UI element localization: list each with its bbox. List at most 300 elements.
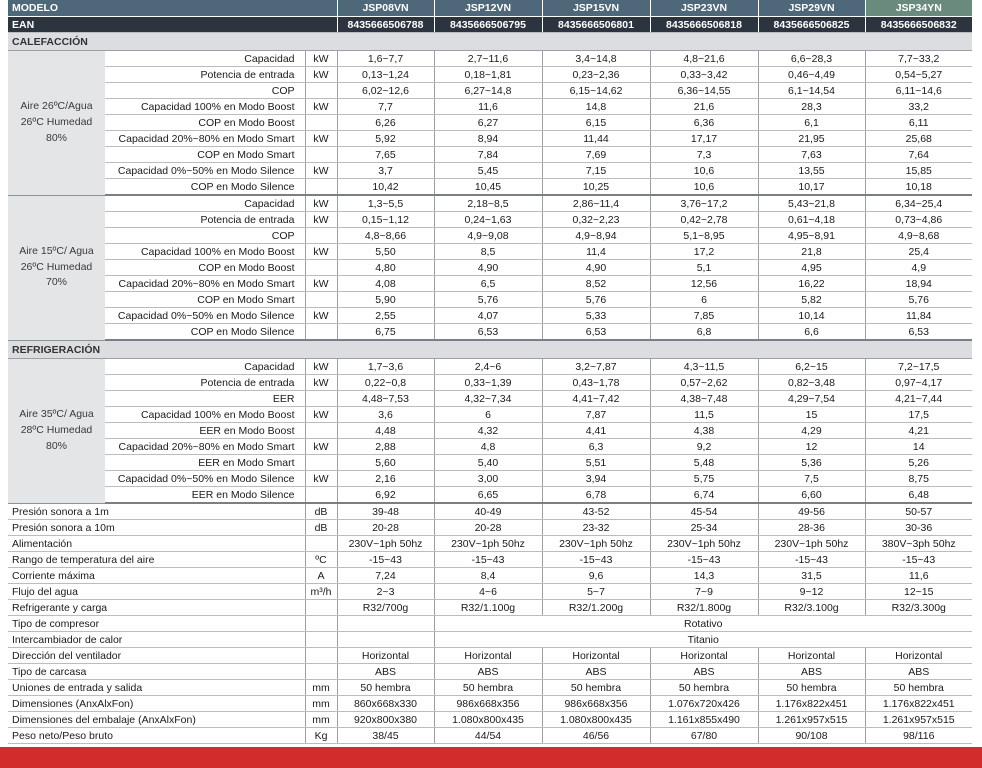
cell-value: 12: [758, 439, 865, 455]
row-unit: ºC: [305, 552, 337, 568]
cell-value: 15,85: [865, 163, 972, 179]
cell-value: 4,32: [434, 423, 542, 439]
cell-value: 4,9~8,68: [865, 228, 972, 244]
model-name: JSP29VN: [758, 0, 865, 17]
cell-value: 6,8: [650, 324, 758, 341]
cell-value: 6,36: [650, 115, 758, 131]
cell-value: 21,8: [758, 244, 865, 260]
row-label: Potencia de entrada: [105, 375, 305, 391]
row-unit: [305, 115, 337, 131]
row-unit: kW: [305, 131, 337, 147]
cell-value: 7,64: [865, 147, 972, 163]
cell-value: 7~9: [650, 584, 758, 600]
cell-value: Horizontal: [337, 648, 434, 664]
cell-value: 5~7: [542, 584, 650, 600]
row-label: Capacidad 100% en Modo Boost: [105, 244, 305, 260]
cell-value: 230V~1ph 50hz: [650, 536, 758, 552]
cell-value: 33,2: [865, 99, 972, 115]
cell-value: 14,8: [542, 99, 650, 115]
cell-value: 4,8: [434, 439, 542, 455]
cell-value: 20-28: [434, 520, 542, 536]
cell-value: 17,2: [650, 244, 758, 260]
cell-value: 5,76: [434, 292, 542, 308]
cell-value: 20-28: [337, 520, 434, 536]
cell-value: 6,11~14,6: [865, 83, 972, 99]
cell-value: 230V~1ph 50hz: [337, 536, 434, 552]
cell-value: 3,2~7,87: [542, 359, 650, 375]
cell-empty: [337, 632, 434, 648]
cell-value: 14,3: [650, 568, 758, 584]
cell-value: 2,88: [337, 439, 434, 455]
cell-value: 2~3: [337, 584, 434, 600]
section-cooling: [8, 340, 972, 359]
header-row: [8, 0, 972, 17]
model-name: JSP12VN: [434, 0, 542, 17]
cell-value: 11,44: [542, 131, 650, 147]
table-row: [8, 632, 972, 648]
cell-value: 0,42~2,78: [650, 212, 758, 228]
row-unit: kW: [305, 375, 337, 391]
cell-value: 1.076x720x426: [650, 696, 758, 712]
cell-value: R32/3.300g: [865, 600, 972, 616]
cell-value: 6,02~12,6: [337, 83, 434, 99]
cell-value: 0,54~5,27: [865, 67, 972, 83]
cell-value: 5,76: [542, 292, 650, 308]
row-label: Potencia de entrada: [105, 212, 305, 228]
row-label: COP en Modo Silence: [105, 324, 305, 341]
row-label: Capacidad: [105, 51, 305, 67]
header-title: MODELO: [8, 0, 337, 17]
spec-table: [8, 0, 972, 744]
row-label: COP: [105, 83, 305, 99]
cell-value: 7,15: [542, 163, 650, 179]
cell-value: 0,46~4,49: [758, 67, 865, 83]
row-unit: [305, 391, 337, 407]
cell-value: -15~43: [865, 552, 972, 568]
cell-value: 6,92: [337, 487, 434, 504]
row-unit: kW: [305, 276, 337, 292]
cell-value: 50 hembra: [865, 680, 972, 696]
table-row: [8, 552, 972, 568]
cell-value: 6,3: [542, 439, 650, 455]
row-label: Capacidad 100% en Modo Boost: [105, 407, 305, 423]
row-label: Alimentación: [8, 536, 305, 552]
table-row: [8, 696, 972, 712]
row-label: Presión sonora a 1m: [8, 503, 305, 520]
cell-value: 1.080x800x435: [542, 712, 650, 728]
row-label: Dimensiones (AnxAlxFon): [8, 696, 305, 712]
model-name: JSP34YN: [865, 0, 972, 17]
row-label: COP en Modo Boost: [105, 115, 305, 131]
row-label: Dirección del ventilador: [8, 648, 305, 664]
row-label: Capacidad 0%~50% en Modo Silence: [105, 308, 305, 324]
cell-value: -15~43: [542, 552, 650, 568]
cell-value: R32/1.100g: [434, 600, 542, 616]
row-unit: mm: [305, 696, 337, 712]
table-row: [8, 51, 972, 67]
test-condition: Aire 26ºC/Agua 26ºC Humedad 80%: [8, 51, 105, 196]
test-condition: Aire 35ºC/ Agua 28ºC Humedad 80%: [8, 359, 105, 504]
cell-value: 4,90: [542, 260, 650, 276]
cell-value: 986x668x356: [542, 696, 650, 712]
cell-value: 30-36: [865, 520, 972, 536]
cell-value: 0,23~2,36: [542, 67, 650, 83]
section-title: REFRIGERACIÓN: [8, 340, 972, 359]
cell-value: 23-32: [542, 520, 650, 536]
table-row: [8, 244, 972, 260]
cell-value: 6,1~14,54: [758, 83, 865, 99]
cell-value: 7,2~17,5: [865, 359, 972, 375]
cell-value: 38/45: [337, 728, 434, 744]
table-row: [8, 664, 972, 680]
cell-value: 8,75: [865, 471, 972, 487]
cell-value: 1.176x822x451: [758, 696, 865, 712]
cell-value: 2,55: [337, 308, 434, 324]
cell-value: -15~43: [758, 552, 865, 568]
cell-value: 90/108: [758, 728, 865, 744]
row-label: EER en Modo Boost: [105, 423, 305, 439]
cell-value: 1.161x855x490: [650, 712, 758, 728]
row-label: Dimensiones del embalaje (AnxAlxFon): [8, 712, 305, 728]
row-label: Capacidad: [105, 359, 305, 375]
cell-value: 1.080x800x435: [434, 712, 542, 728]
table-row: [8, 520, 972, 536]
cell-value: ABS: [434, 664, 542, 680]
row-unit: [305, 260, 337, 276]
row-label: Corriente máxima: [8, 568, 305, 584]
row-unit: kW: [305, 99, 337, 115]
cell-value: 4,9~9,08: [434, 228, 542, 244]
table-row: [8, 568, 972, 584]
cell-value: 15: [758, 407, 865, 423]
cell-value: Horizontal: [758, 648, 865, 664]
row-label: Capacidad 20%~80% en Modo Smart: [105, 131, 305, 147]
row-unit: [305, 423, 337, 439]
cell-value: 6: [434, 407, 542, 423]
cell-value: 4,80: [337, 260, 434, 276]
cell-value: 4,07: [434, 308, 542, 324]
cell-value: 5,51: [542, 455, 650, 471]
ean-value: 8435666506818: [650, 17, 758, 33]
cell-value: 6,53: [434, 324, 542, 341]
table-row: [8, 67, 972, 83]
row-label: Peso neto/Peso bruto: [8, 728, 305, 744]
cell-value: 98/116: [865, 728, 972, 744]
cell-value: 0,24~1,63: [434, 212, 542, 228]
cell-value: 0,18~1,81: [434, 67, 542, 83]
row-unit: kW: [305, 439, 337, 455]
model-name: JSP15VN: [542, 0, 650, 17]
cell-value: 50 hembra: [542, 680, 650, 696]
cell-value: 7,63: [758, 147, 865, 163]
cell-value: 5,45: [434, 163, 542, 179]
ean-value: 8435666506832: [865, 17, 972, 33]
row-label: COP: [105, 228, 305, 244]
cell-value: 12~15: [865, 584, 972, 600]
cell-value: 50 hembra: [434, 680, 542, 696]
cell-value-merged: Titanio: [434, 632, 972, 648]
row-label: Potencia de entrada: [105, 67, 305, 83]
cell-value: R32/1.200g: [542, 600, 650, 616]
cell-value: 3,00: [434, 471, 542, 487]
cell-value: 9~12: [758, 584, 865, 600]
row-unit: dB: [305, 520, 337, 536]
table-row: [8, 600, 972, 616]
cell-value: 6,15: [542, 115, 650, 131]
cell-value: 4,8~21,6: [650, 51, 758, 67]
cell-value: 0,32~2,23: [542, 212, 650, 228]
cell-value: 4,29~7,54: [758, 391, 865, 407]
cell-value: 6,78: [542, 487, 650, 504]
cell-value: 986x668x356: [434, 696, 542, 712]
cell-value: 1,3~5,5: [337, 195, 434, 212]
cell-value: 11,5: [650, 407, 758, 423]
row-label: Capacidad 100% en Modo Boost: [105, 99, 305, 115]
cell-value: 4,38: [650, 423, 758, 439]
cell-value: -15~43: [650, 552, 758, 568]
cell-value: 46/56: [542, 728, 650, 744]
cell-value: 67/80: [650, 728, 758, 744]
row-unit: Kg: [305, 728, 337, 744]
cell-value: 11,84: [865, 308, 972, 324]
cell-value: 0,97~4,17: [865, 375, 972, 391]
table-row: [8, 728, 972, 744]
row-unit: [305, 292, 337, 308]
cell-value: 40-49: [434, 503, 542, 520]
cell-value: Horizontal: [434, 648, 542, 664]
cell-value: 49-56: [758, 503, 865, 520]
cell-value: 6,27: [434, 115, 542, 131]
cell-value: 11,6: [865, 568, 972, 584]
row-unit: [305, 487, 337, 504]
table-row: [8, 423, 972, 439]
cell-value: 5,82: [758, 292, 865, 308]
cell-value: 7,3: [650, 147, 758, 163]
cell-value: 5,90: [337, 292, 434, 308]
cell-value: 21,6: [650, 99, 758, 115]
row-unit: kW: [305, 51, 337, 67]
cell-value: 10,6: [650, 163, 758, 179]
cell-value: 28-36: [758, 520, 865, 536]
cell-value: ABS: [650, 664, 758, 680]
table-row: [8, 179, 972, 196]
row-unit: kW: [305, 359, 337, 375]
cell-value: 5,48: [650, 455, 758, 471]
cell-value: 25-34: [650, 520, 758, 536]
row-label: Flujo del agua: [8, 584, 305, 600]
row-label: EER en Modo Smart: [105, 455, 305, 471]
cell-value: 10,17: [758, 179, 865, 196]
row-unit: dB: [305, 503, 337, 520]
table-row: [8, 147, 972, 163]
row-label: Capacidad 20%~80% en Modo Smart: [105, 439, 305, 455]
row-unit: kW: [305, 308, 337, 324]
cell-value: 5,1: [650, 260, 758, 276]
cell-value: ABS: [337, 664, 434, 680]
row-unit: kW: [305, 163, 337, 179]
cell-value: 6,15~14,62: [542, 83, 650, 99]
cell-value: 50 hembra: [337, 680, 434, 696]
table-row: [8, 407, 972, 423]
cell-value: 1.176x822x451: [865, 696, 972, 712]
table-row: [8, 131, 972, 147]
row-unit: [305, 147, 337, 163]
table-row: [8, 163, 972, 179]
cell-value: 0,43~1,78: [542, 375, 650, 391]
row-unit: [305, 455, 337, 471]
row-unit: kW: [305, 244, 337, 260]
cell-value: 7,5: [758, 471, 865, 487]
cell-value: 13,55: [758, 163, 865, 179]
cell-value: 5,75: [650, 471, 758, 487]
row-unit: kW: [305, 471, 337, 487]
cell-value: 0,57~2,62: [650, 375, 758, 391]
cell-value: 4,08: [337, 276, 434, 292]
table-row: [8, 276, 972, 292]
cell-value: 2,16: [337, 471, 434, 487]
cell-value: 8,4: [434, 568, 542, 584]
row-label: Tipo de compresor: [8, 616, 305, 632]
row-unit: kW: [305, 195, 337, 212]
row-label: COP en Modo Silence: [105, 179, 305, 196]
cell-value: 3,7: [337, 163, 434, 179]
row-unit: [305, 179, 337, 196]
cell-value: 43-52: [542, 503, 650, 520]
cell-value: 44/54: [434, 728, 542, 744]
section-title: CALEFACCIÓN: [8, 33, 972, 51]
cell-value: 7,24: [337, 568, 434, 584]
cell-value: 7,65: [337, 147, 434, 163]
cell-value: 6,65: [434, 487, 542, 504]
cell-value: 2,7~11,6: [434, 51, 542, 67]
cell-value: 2,4~6: [434, 359, 542, 375]
cell-value-merged: Rotativo: [434, 616, 972, 632]
row-label: Tipo de carcasa: [8, 664, 305, 680]
cell-value: 10,45: [434, 179, 542, 196]
table-row: [8, 324, 972, 341]
cell-value: 5,26: [865, 455, 972, 471]
cell-value: 50 hembra: [650, 680, 758, 696]
table-row: [8, 616, 972, 632]
cell-value: 45-54: [650, 503, 758, 520]
cell-value: ABS: [865, 664, 972, 680]
table-row: [8, 680, 972, 696]
table-row: [8, 260, 972, 276]
table-row: [8, 308, 972, 324]
table-row: [8, 712, 972, 728]
cell-value: 6,34~25,4: [865, 195, 972, 212]
cell-value: 11,4: [542, 244, 650, 260]
cell-value: 6,74: [650, 487, 758, 504]
cell-value: 0,33~3,42: [650, 67, 758, 83]
row-unit: [305, 632, 337, 648]
cell-value: 5,76: [865, 292, 972, 308]
cell-value: 8,94: [434, 131, 542, 147]
cell-value: -15~43: [434, 552, 542, 568]
table-row: [8, 195, 972, 212]
cell-value: 18,94: [865, 276, 972, 292]
table-row: [8, 536, 972, 552]
row-unit: A: [305, 568, 337, 584]
table-row: [8, 648, 972, 664]
cell-value: 6,2~15: [758, 359, 865, 375]
cell-value: 230V~1ph 50hz: [758, 536, 865, 552]
cell-value: 4~6: [434, 584, 542, 600]
cell-value: 16,22: [758, 276, 865, 292]
row-label: COP en Modo Boost: [105, 260, 305, 276]
ean-value: 8435666506825: [758, 17, 865, 33]
cell-value: 4,41: [542, 423, 650, 439]
row-label: Presión sonora a 10m: [8, 520, 305, 536]
cell-value: 4,95: [758, 260, 865, 276]
row-label: EER: [105, 391, 305, 407]
cell-value: 6,1: [758, 115, 865, 131]
row-label: Refrigerante y carga: [8, 600, 305, 616]
row-label: COP en Modo Smart: [105, 292, 305, 308]
cell-value: 3,6: [337, 407, 434, 423]
cell-value: 5,33: [542, 308, 650, 324]
cell-value: 5,40: [434, 455, 542, 471]
cell-value: 39-48: [337, 503, 434, 520]
row-label: Capacidad 0%~50% en Modo Silence: [105, 471, 305, 487]
cell-value: 860x668x330: [337, 696, 434, 712]
cell-value: 4,9~8,94: [542, 228, 650, 244]
cell-value: 0,13~1,24: [337, 67, 434, 83]
ean-value: 8435666506801: [542, 17, 650, 33]
cell-value: 5,1~8,95: [650, 228, 758, 244]
cell-value: 4,32~7,34: [434, 391, 542, 407]
cell-value: 4,41~7,42: [542, 391, 650, 407]
cell-value: 4,9: [865, 260, 972, 276]
cell-value: 5,43~21,8: [758, 195, 865, 212]
row-unit: [305, 228, 337, 244]
cell-value: 0,82~3,48: [758, 375, 865, 391]
table-row: [8, 228, 972, 244]
cell-value: 6,36~14,55: [650, 83, 758, 99]
cell-value: 4,90: [434, 260, 542, 276]
row-label: Intercambiador de calor: [8, 632, 305, 648]
table-row: [8, 455, 972, 471]
cell-value: 6,6~28,3: [758, 51, 865, 67]
row-unit: [305, 664, 337, 680]
cell-value: 3,76~17,2: [650, 195, 758, 212]
cell-value: 6,60: [758, 487, 865, 504]
cell-value: 7,69: [542, 147, 650, 163]
cell-value: 6,53: [865, 324, 972, 341]
row-label: Rango de temperatura del aire: [8, 552, 305, 568]
cell-value: 0,73~4,86: [865, 212, 972, 228]
ean-value: 8435666506795: [434, 17, 542, 33]
row-unit: kW: [305, 212, 337, 228]
cell-value: 10,25: [542, 179, 650, 196]
cell-empty: [337, 616, 434, 632]
model-name: JSP08VN: [337, 0, 434, 17]
cell-value: 7,87: [542, 407, 650, 423]
cell-value: 0,33~1,39: [434, 375, 542, 391]
cell-value: 0,61~4,18: [758, 212, 865, 228]
cell-value: 4,8~8,66: [337, 228, 434, 244]
row-unit: [305, 600, 337, 616]
table-row: [8, 375, 972, 391]
cell-value: 4,29: [758, 423, 865, 439]
cell-value: 4,48: [337, 423, 434, 439]
table-row: [8, 439, 972, 455]
table-row: [8, 99, 972, 115]
cell-value: 10,14: [758, 308, 865, 324]
table-row: [8, 359, 972, 375]
cell-value: 2,18~8,5: [434, 195, 542, 212]
row-unit: [305, 648, 337, 664]
